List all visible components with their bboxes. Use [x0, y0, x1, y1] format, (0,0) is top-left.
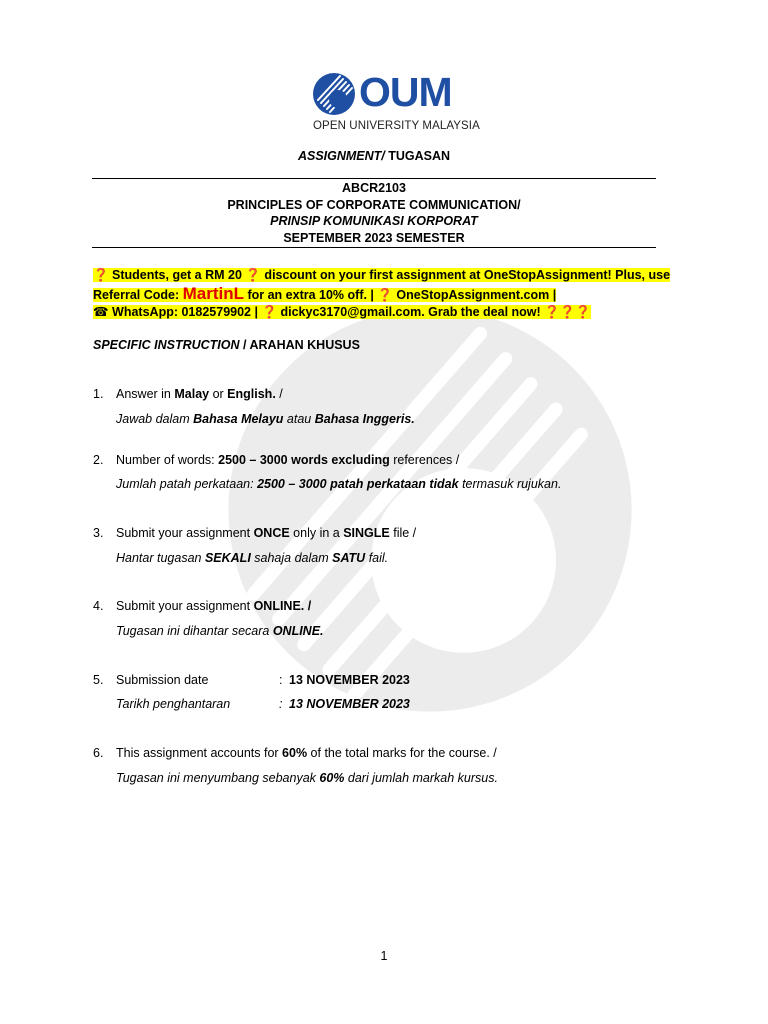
oum-watermark-icon	[220, 300, 640, 720]
submission-date-label: Submission date	[116, 673, 209, 687]
tarikh-penghantaran-label: Tarikh penghantaran	[116, 697, 231, 711]
course-title-ms: PRINSIP KOMUNIKASI KORPORAT	[270, 214, 478, 228]
assignment-title: ASSIGNMENT/ TUGASAN	[297, 149, 451, 163]
tarikh-penghantaran-value: 13 NOVEMBER 2023	[289, 697, 410, 711]
logo-wordmark: OUM	[359, 69, 452, 115]
course-code: ABCR2103	[342, 181, 406, 195]
promo-line-1: ❓ Students, get a RM 20 ❓ discount on your first assignment at OneStopAssignment! Plus, use	[93, 268, 671, 282]
item-6-ms: Tugasan ini menyumbang sebanyak 60% dari jumlah markah kursus.	[116, 771, 498, 785]
item-4-ms: Tugasan ini dihantar secara ONLINE.	[116, 624, 324, 638]
course-title-en: PRINCIPLES OF CORPORATE COMMUNICATION/	[227, 198, 521, 212]
item-4-number: 4.	[93, 599, 104, 613]
promo-line-3: ☎ WhatsApp: 0182579902 | ❓ dickyc3170@gmail.com. Grab the deal now! ❓❓❓	[93, 305, 591, 319]
item-3-ms: Hantar tugasan SEKALI sahaja dalam SATU fail.	[116, 551, 389, 565]
submission-date-colon: :	[279, 673, 283, 687]
item-1-ms: Jawab dalam Bahasa Melayu atau Bahasa Inggeris.	[116, 412, 415, 426]
item-2-ms: Jumlah patah perkataan: 2500 – 3000 patah perkataan tidak termasuk rujukan.	[116, 477, 562, 491]
referral-code: MartinL	[182, 284, 244, 303]
page-number: 1	[380, 949, 388, 963]
semester: SEPTEMBER 2023 SEMESTER	[283, 231, 465, 245]
item-1-en: Answer in Malay or English. /	[116, 387, 283, 401]
item-2-en: Number of words: 2500 – 3000 words excluding references /	[116, 453, 460, 467]
specific-instruction-heading: SPECIFIC INSTRUCTION / ARAHAN KHUSUS	[93, 338, 360, 352]
item-6-number: 6.	[93, 746, 104, 760]
oum-logo	[312, 69, 488, 134]
logo-subtitle: OPEN UNIVERSITY MALAYSIA	[313, 120, 480, 132]
submission-date-value: 13 NOVEMBER 2023	[289, 673, 410, 687]
item-1-number: 1.	[93, 387, 104, 401]
divider-top	[92, 178, 656, 179]
item-3-en: Submit your assignment ONCE only in a SINGLE file /	[116, 526, 417, 540]
oum-emblem-icon	[312, 72, 356, 116]
tarikh-penghantaran-colon: :	[279, 697, 283, 711]
item-2-number: 2.	[93, 453, 104, 467]
promo-line-2: Referral Code: MartinL for an extra 10% off. | ❓ OneStopAssignment.com |	[93, 284, 557, 303]
item-3-number: 3.	[93, 526, 104, 540]
item-6-en: This assignment accounts for 60% of the total marks for the course. /	[116, 746, 497, 760]
item-4-en: Submit your assignment ONLINE. /	[116, 599, 312, 613]
item-5-number: 5.	[93, 673, 104, 687]
divider-bottom	[92, 247, 656, 248]
